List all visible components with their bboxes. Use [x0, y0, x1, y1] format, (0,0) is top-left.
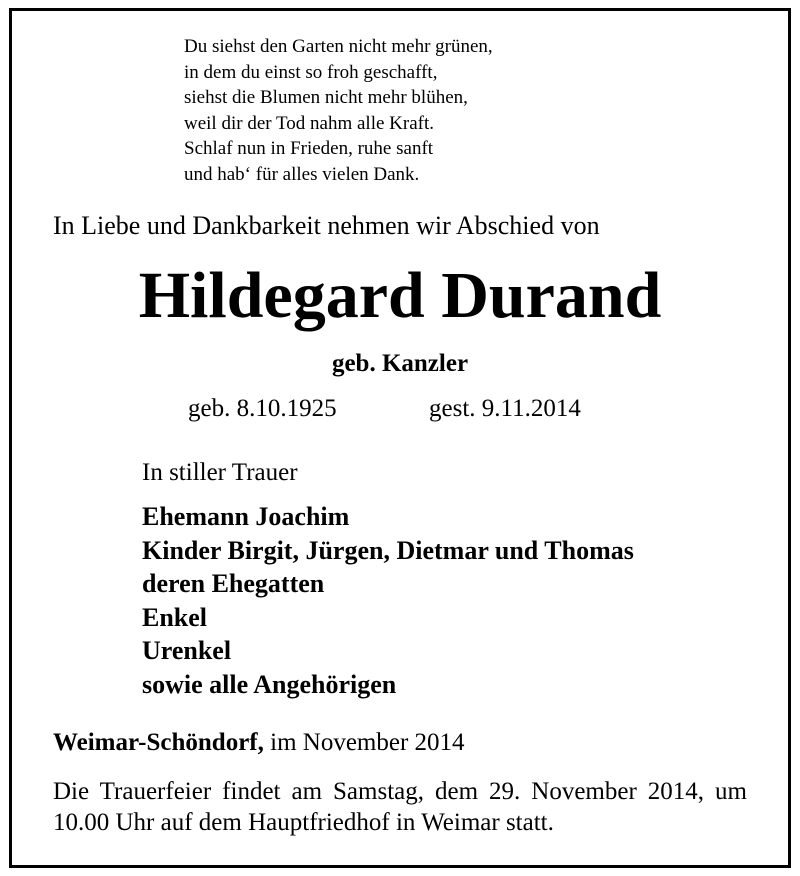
poem-line: Du siehst den Garten nicht mehr grünen,: [184, 36, 493, 57]
mourner-item: Enkel: [142, 602, 208, 632]
place-date-line: [53, 726, 465, 760]
poem-line: Schlaf nun in Frieden, ruhe sanft: [184, 138, 434, 159]
mourner-item: sowie alle Angehörigen: [142, 669, 397, 699]
poem-line: siehst die Blumen nicht mehr blühen,: [184, 87, 468, 108]
mourner-item: Kinder Birgit, Jürgen, Dietmar und Thomas: [142, 535, 634, 565]
mourners-list: [142, 500, 634, 702]
poem: [184, 34, 493, 187]
poem-line: und hab‘ für alles vielen Dank.: [184, 163, 420, 185]
farewell-intro: In Liebe und Dankbarkeit nehmen wir Abschied von: [53, 211, 600, 240]
poem-line: in dem du einst so froh geschafft,: [184, 61, 438, 83]
place: Weimar-Schöndorf,: [53, 729, 264, 756]
date: im November 2014: [270, 729, 465, 756]
birth-date: geb. 8.10.1925: [188, 395, 337, 422]
mourner-item: Urenkel: [142, 636, 232, 666]
death-date: gest. 9.11.2014: [429, 395, 581, 422]
deceased-name: Hildegard Durand: [138, 259, 662, 332]
poem-line: weil dir der Tod nahm alle Kraft.: [184, 112, 434, 134]
funeral-notice: Die Trauerfeier findet am Samstag, dem 29. November 2014, um 10.00 Uhr auf dem Hauptfriedhof in Weimar statt.: [53, 778, 747, 836]
mourning-intro: In stiller Trauer: [142, 459, 298, 486]
mourner-item: Ehemann Joachim: [142, 502, 350, 531]
mourner-item: deren Ehegatten: [142, 569, 325, 599]
maiden-name: geb. Kanzler: [331, 350, 469, 377]
